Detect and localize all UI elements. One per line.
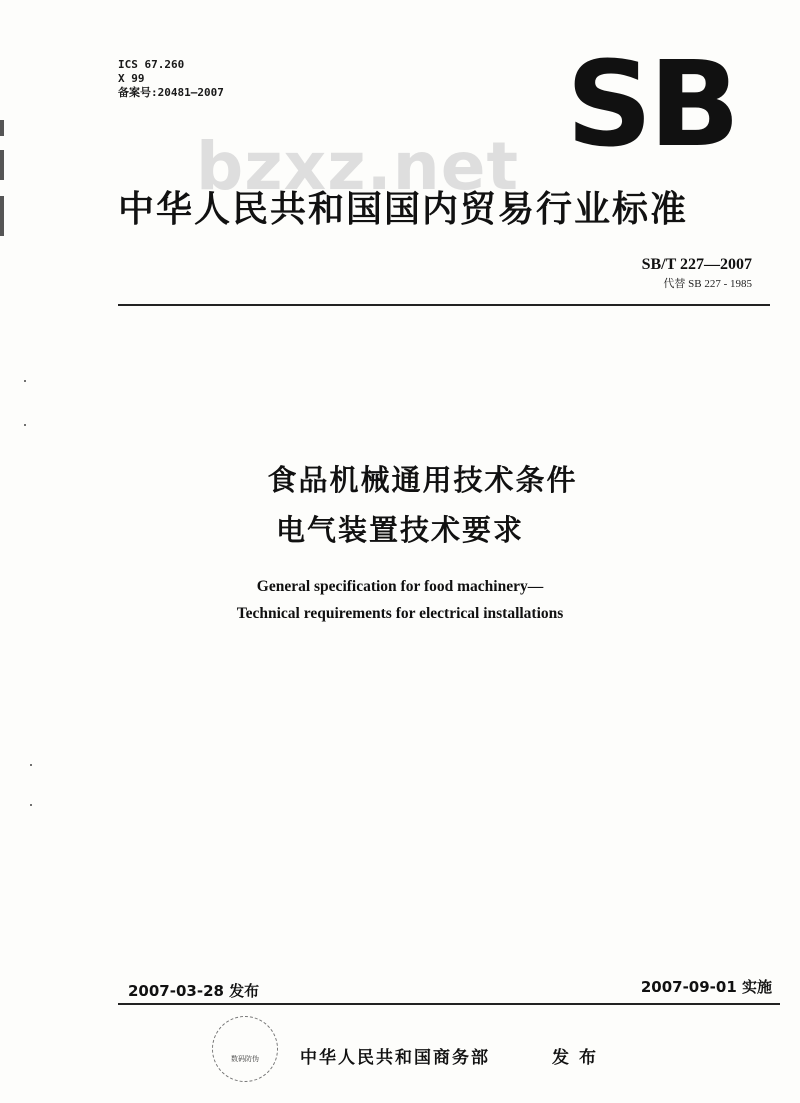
- classification-block: [118, 58, 224, 100]
- replaces-note: 代替 SB 227 - 1985: [663, 278, 752, 290]
- binding-mark: [0, 196, 4, 236]
- title-zh-line2: 电气装置技术要求: [275, 513, 524, 547]
- issue-verb: 发布: [552, 1048, 606, 1068]
- issue-date: 2007-03-28 发布: [128, 982, 260, 1000]
- anti-counterfeit-seal: [212, 1016, 278, 1082]
- title-en-line2: Technical requirements for electrical installations: [236, 605, 564, 622]
- standard-number: SB/T 227—2007: [641, 256, 752, 273]
- seal-label: 数码防伪: [231, 1055, 259, 1063]
- class-code: X 99: [118, 72, 145, 85]
- scan-speck: [24, 424, 26, 426]
- title-en-line1: General specification for food machinery—: [256, 578, 544, 595]
- sb-logo: SB: [566, 35, 737, 173]
- footer-divider: [118, 1003, 780, 1005]
- watermark: bzxz.net: [196, 128, 520, 205]
- binding-mark: [0, 120, 4, 136]
- implementation-date: 2007-09-01 实施: [640, 978, 772, 996]
- scan-speck: [24, 380, 26, 382]
- scan-speck: [30, 804, 32, 806]
- title-zh-line1: 食品机械通用技术条件: [267, 463, 578, 497]
- binding-mark: [0, 150, 4, 180]
- issuing-authority: 中华人民共和国商务部: [300, 1048, 490, 1068]
- ics-code: ICS 67.260: [118, 58, 185, 71]
- header-divider: [118, 304, 770, 306]
- record-number: 备案号:20481—2007: [118, 86, 224, 99]
- scan-speck: [30, 764, 32, 766]
- standard-category-title: 中华人民共和国国内贸易行业标准: [118, 189, 689, 230]
